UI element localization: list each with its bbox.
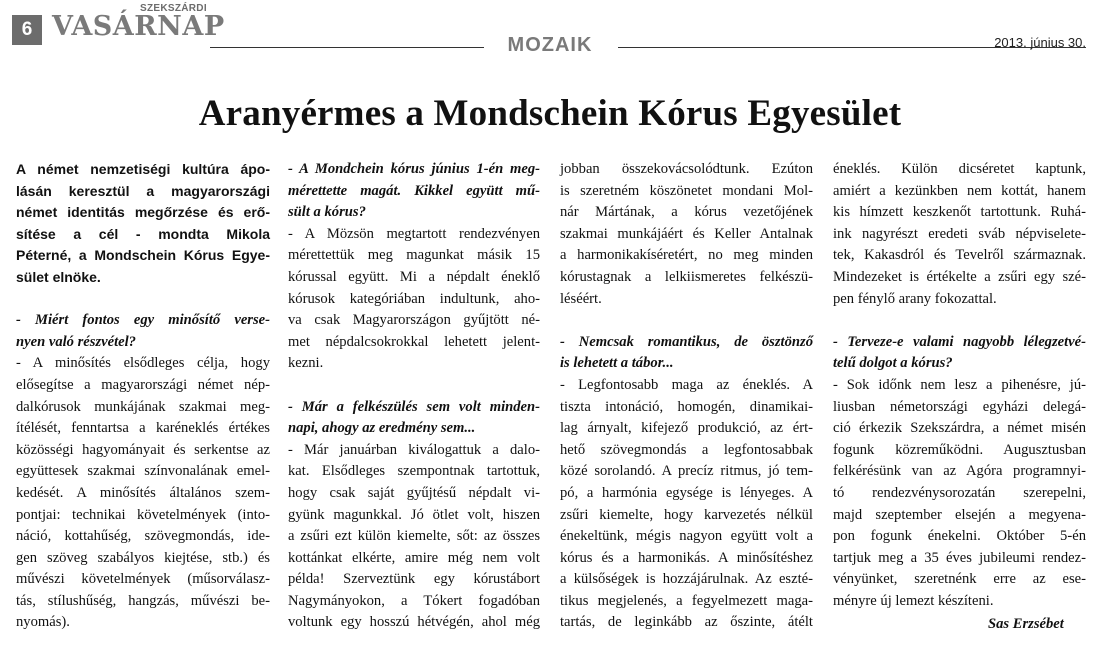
text-line: együttesek szakmai színvonalának emel- [16, 463, 270, 480]
text-line: lag árnyalt, kifejező produkció, az ért- [560, 420, 813, 437]
brand-subtitle: SZEKSZÁRDI [140, 3, 207, 14]
text-line: is szeretném köszönetet mondani Mol- [560, 182, 813, 199]
page-number: 6 [12, 15, 42, 45]
text-line: kórus és a harmonikás. A minősítéshez [560, 549, 813, 566]
text-line: közösségi hagyományait és serkentse az [16, 441, 270, 458]
text-line: gyünk magunkkal. Jó ötlet volt, hiszen [288, 506, 540, 523]
text-line: kórussal együtt. Mi a népdalt éneklő [288, 268, 540, 285]
text-line: met népdalcsokrokkal lehetett jelent- [288, 333, 540, 350]
text-line: - Legfontosabb maga az éneklés. A [560, 376, 813, 393]
text-line: hető szövegmondás a legfontosabbak [560, 441, 813, 458]
text-line: kórusok kategóriában indultunk, aho- [288, 290, 540, 307]
text-line: pon fogunk énekelni. Október 5-én [833, 528, 1086, 545]
text-line: szakmai munkájáért és Keller Antalnak [560, 225, 813, 242]
text-line: pen fénylő arany fokozattal. [833, 290, 997, 307]
article-column-3 [560, 159, 813, 634]
text-line: kezni. [288, 355, 324, 372]
text-line: dalkórusok munkájának szakmai meg- [16, 398, 270, 415]
text-line: ményre új lemezt készíteni. [833, 592, 994, 609]
answer-1 [16, 353, 270, 634]
text-line: mérettette magát. Kikkel együtt mű- [288, 182, 540, 199]
text-line: tás, stílushűség, hangzás, művészi be- [16, 592, 270, 609]
lead-paragraph [16, 159, 270, 289]
text-line: nyen való részvétel? [16, 333, 136, 350]
text-line: nyomás). [16, 614, 70, 631]
question-1 [16, 310, 270, 353]
text-line: példa! Szerveztünk egy kórustábort [288, 571, 540, 588]
text-line: Péterné, a Mondschein Kórus Egye- [16, 247, 270, 264]
text-line: is lehetett a tábor... [560, 355, 674, 372]
text-line: sült a kórus? [288, 204, 366, 221]
text-line: telű dolgot a kórus? [833, 355, 953, 372]
text-line: léséért. [560, 290, 602, 307]
answer-5 [833, 375, 1086, 613]
text-line: hogy csak saját gyűjtésű népdalt vi- [288, 484, 540, 501]
text-line: kis hímzett keszkenőt tartottunk. Ruhá- [833, 204, 1086, 221]
answer-3-continued [560, 159, 813, 310]
text-line: liusban németországi egyházi delegá- [833, 398, 1086, 415]
question-4 [560, 332, 813, 375]
text-line: gen szöveg szabályos kiejtése, stb.) és [16, 549, 270, 566]
text-line: - Már januárban kiválogattuk a dalo- [288, 441, 540, 458]
text-line: va csak Magyarországon gyűjtött né- [288, 312, 540, 329]
answer-2 [288, 224, 540, 375]
text-line: pontjai: technikai követelmények (into- [16, 506, 270, 523]
text-line: ció érkezik Szekszárdra, a német misén [833, 420, 1086, 437]
text-line: - Nemcsak romantikus, de ösztönző [560, 333, 813, 350]
text-line: Nagymányokon, a Tókert fogadóban [288, 592, 540, 609]
text-line: - A Mondchein kórus június 1-én meg- [288, 161, 540, 177]
text-line: a külsőségek is hozzájárulnak. Az eszté- [560, 571, 813, 588]
article-headline: Aranyérmes a Mondschein Kórus Egyesület [198, 93, 902, 134]
masthead [0, 0, 1100, 70]
text-line: lásán keresztül a magyarországi [16, 182, 270, 199]
text-line: vényünket, szeretnénk erre az ese- [833, 571, 1086, 588]
text-line: nár Mártának, a kórus vezetőjének [560, 204, 813, 221]
text-line: német identitás megőrzése és erő- [16, 204, 270, 221]
text-line: kedését. A minősítés általános szem- [16, 484, 270, 501]
brand-logo: VASÁRNAP [52, 11, 225, 42]
text-line: éneklés. Külön dicséretet kaptunk, [833, 161, 1086, 177]
text-line: fogunk közreműködni. Augusztusban [833, 441, 1086, 458]
text-line: felkérésünk van az Agóra programnyi- [833, 463, 1086, 480]
text-line: művészi követelmények (műsorválasz- [16, 571, 270, 588]
text-line: - Már a felkészülés sem volt minden- [288, 398, 540, 415]
author-signature: Sas Erzsébet [988, 616, 1064, 632]
article-column-1 [16, 159, 270, 634]
section-title: MOZAIK [507, 34, 593, 56]
question-2 [288, 159, 540, 224]
answer-4 [560, 375, 813, 634]
text-line: - A minősítés elsődleges célja, hogy [16, 355, 270, 372]
text-line: tó rendezvénysorozatán szerepelni, [833, 484, 1086, 501]
text-line: napi, ahogy az eredmény sem... [288, 420, 476, 437]
article-column-4 [833, 159, 1086, 612]
text-line: közé sorolandó. A precíz ritmus, jó tem- [560, 463, 813, 480]
text-line: pó, a harmónia egysége is lényeges. A [560, 484, 813, 501]
text-line: majd szeptember elsején a megyena- [833, 506, 1086, 523]
text-line: náció, kottahűség, szövegmondás, ide- [16, 528, 270, 545]
issue-date: 2013. június 30. [994, 35, 1086, 50]
text-line: énekeltünk, mégis nagyon együtt volt a [560, 528, 813, 545]
text-line: mérettettük meg magunkat másik 15 [288, 247, 540, 264]
text-line: a zsűri ezt külön kiemelte, sőt: az összes [288, 528, 540, 545]
answer-4-continued [833, 159, 1086, 310]
text-line: tikus megjelenés, a fegyelmezett maga- [560, 592, 813, 609]
text-line: voltunk egy hosszú hétvégén, ahol még [288, 614, 540, 631]
text-line: amiért a kezünkben nem kottát, hanem [833, 182, 1086, 199]
article-column-2 [288, 159, 540, 634]
text-line: - Miért fontos egy minősítő verse- [16, 312, 270, 329]
text-line: sület elnöke. [16, 268, 101, 285]
text-line: a harmonikakíséretért, no meg minden [560, 247, 813, 264]
text-line: jobban összekovácsolódtunk. Ezúton [560, 161, 813, 177]
text-line: tek, Kakasdról és Tevelről származnak. [833, 247, 1086, 264]
text-line: elősegítse a magyarországi német nép- [16, 376, 270, 393]
text-line: kórustagnak a lelkiismeretes felkészü- [560, 268, 813, 285]
text-line: ítélését, fenntartsa a karéneklés értékes [16, 420, 270, 437]
text-line: tartás, de leginkább az őszinte, átélt [560, 614, 813, 631]
text-line: tartjuk meg a 35 éves jubileumi rendez- [833, 549, 1086, 566]
text-line: sítése a cél - mondta Mikola [16, 225, 270, 242]
answer-3 [288, 440, 540, 634]
text-line: ink nagyrészt eredeti sváb népviselete- [833, 225, 1086, 242]
text-line: - A Mözsön megtartott rendezvényen [288, 225, 540, 242]
question-5 [833, 332, 1086, 375]
text-line: - Sok időnk nem lesz a pihenésre, jú- [833, 376, 1086, 393]
question-3 [288, 397, 540, 440]
text-line: zsűri kiemelte, hogy karvezetés nélkül [560, 506, 813, 523]
text-line: A német nemzetiségi kultúra ápo- [16, 161, 270, 177]
text-line: kat. Elsődleges szempontnak tartottuk, [288, 463, 540, 480]
header-rule-left [210, 47, 484, 48]
text-line: tiszta intonáció, homogén, dinamikai- [560, 398, 813, 415]
text-line: kottánkat elkérte, amire még nem volt [288, 549, 540, 566]
text-line: Mindezeket is értékelte a zsűri egy szé- [833, 268, 1086, 285]
text-line: - Terveze-e valami nagyobb lélegzetvé- [833, 333, 1086, 350]
